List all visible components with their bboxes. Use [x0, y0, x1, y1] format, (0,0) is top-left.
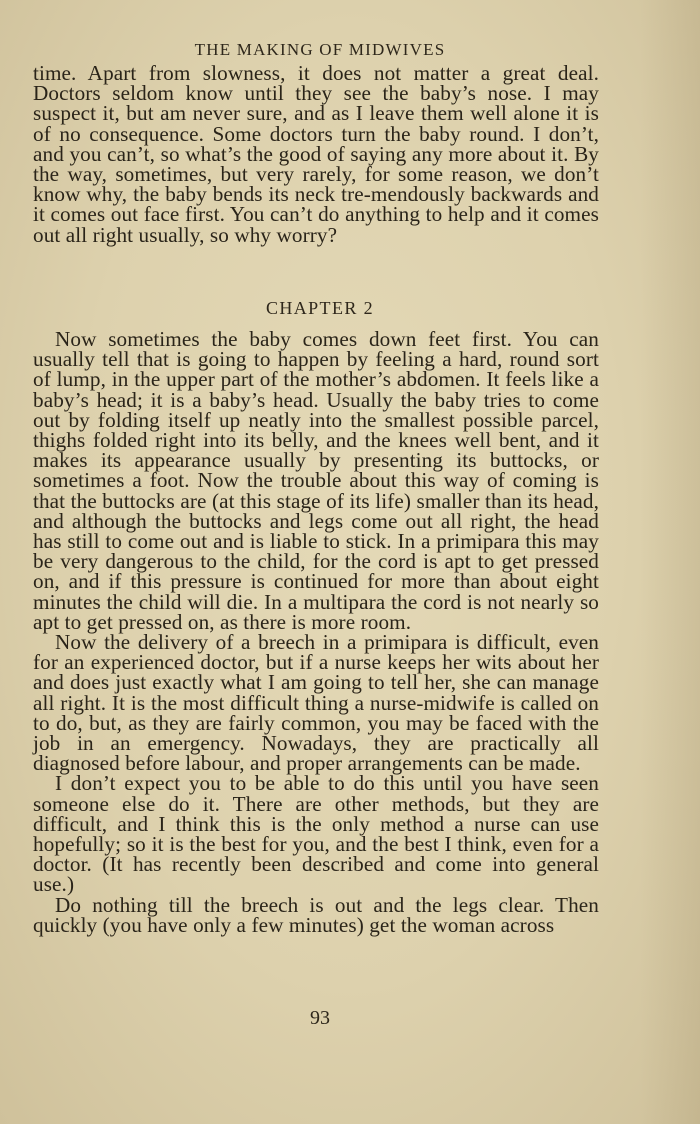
- chapter-heading: CHAPTER 2: [265, 298, 375, 318]
- paragraph-opening: time. Apart from slowness, it does not matter a great deal. Doctors seldom know until they see the baby’s nose. I may suspect it, but am never sure, and as I leave them well alone it is of no consequence. Some doctors turn the baby round. I don’t, and you can’t, so what’s the good of saying any more about it. By the way, sometimes, but very rarely, for some reason, we don’t know why, the baby bends its neck tre-mendously backwards and it comes out face first. You can’t do anything to help and it comes out all right usually, so why worry?: [33, 61, 599, 247]
- paragraph-breech-difficulty: Now the delivery of a breech in a primipara is difficult, even for an experienced doctor, but if a nurse keeps her wits about her and does just exactly what I am going to tell her, she can manage all right. It is the most difficult thing a nurse-midwife is called on to do, but, as they are fairly common, you may be faced with the job in an emergency. Nowadays, they are practically all diagnosed before labour, and proper arrangements can be made.: [33, 630, 599, 776]
- paragraph-method: I don’t expect you to be able to do this until you have seen someone else do it. There are other methods, but they are difficult, and I think this is the only method a nurse can use hopefully; so it is the best for you, and the best I think, even for a doctor. (It has recently been described and come into general use.): [33, 771, 599, 897]
- text-block-opening: [33, 63, 599, 245]
- paragraph-breech-intro: Now sometimes the baby comes down feet first. You can usually tell that is going to happen by feeling a hard, round sort of lump, in the upper part of the mother’s abdomen. It feels like a baby’s head; it is a baby’s head. Usually the baby tries to come out by folding itself up neatly into the smallest possible parcel, thighs folded right into its belly, and the knees well bent, and it makes its appearance usually by presenting its buttocks, or sometimes a foot. Now the trouble about this way of coming is that the buttocks are (at this stage of its life) smaller than its head, and although the buttocks and legs come out all right, the head has still to come out and is liable to stick. In a primipara this may be very dangerous to the child, for the cord is apt to get pressed on, and if this pressure is continued for more than about eight minutes the child will die. In a multipara the cord is not nearly so apt to get pressed on, as there is more room.: [33, 327, 599, 634]
- page-number: 93: [310, 1007, 330, 1029]
- running-header: THE MAKING OF MIDWIVES: [194, 40, 446, 59]
- text-block-chapter-2: [33, 329, 599, 935]
- paragraph-procedure: Do nothing till the breech is out and the legs clear. Then quickly (you have only a few minutes) get the woman across: [33, 892, 599, 937]
